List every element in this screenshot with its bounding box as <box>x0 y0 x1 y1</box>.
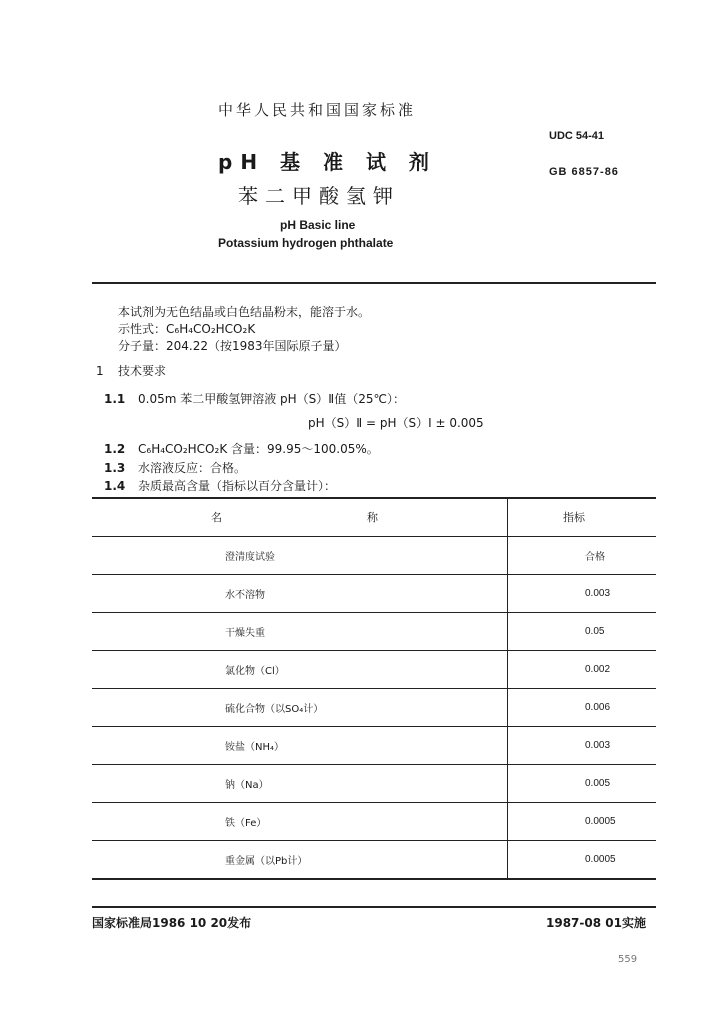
requirement-item <box>104 390 405 407</box>
impurity-name: 重金属（以Pb计） <box>92 841 508 880</box>
impurity-limit: 0.0005 <box>508 841 657 880</box>
item-number: 1.1 <box>104 392 126 406</box>
impurity-table <box>92 498 656 880</box>
requirement-item <box>104 477 336 494</box>
intro-molecular-weight: 分子量：204.22（按1983年国际原子量） <box>118 339 347 353</box>
english-title: pH Basic line <box>280 218 356 232</box>
table-row <box>92 727 656 765</box>
section-heading <box>96 362 166 379</box>
impurity-name: 硫化合物（以SO₄计） <box>92 689 508 727</box>
header-divider <box>92 282 656 284</box>
table-row <box>92 613 656 651</box>
intro-formula: 示性式：C₆H₄CO₂HCO₂K <box>118 322 256 336</box>
impurity-name: 钠（Na） <box>92 765 508 803</box>
impurity-limit: 0.003 <box>508 575 657 613</box>
item-text: 0.05m 苯二甲酸氢钾溶液 pH（S）Ⅱ值（25℃）： <box>138 392 405 406</box>
impurity-limit: 0.006 <box>508 689 657 727</box>
item-text: C₆H₄CO₂HCO₂K 含量：99.95～100.05%。 <box>138 442 379 456</box>
impurity-limit: 0.003 <box>508 727 657 765</box>
table-row <box>92 841 656 880</box>
requirement-item <box>104 459 246 476</box>
footer-divider <box>92 906 656 908</box>
intro-description: 本试剂为无色结晶或白色结晶粉末，能溶于水。 <box>118 305 371 319</box>
issue-date: 国家标准局1986 10 20发布 <box>92 916 252 930</box>
header-name-left: 名 <box>211 511 222 524</box>
impurity-limit: 0.05 <box>508 613 657 651</box>
table-row <box>92 651 656 689</box>
impurity-name: 氯化物（Cl） <box>92 651 508 689</box>
header-name-right: 称 <box>367 511 378 524</box>
section-title: 技术要求 <box>118 364 167 378</box>
impurity-name: 铵盐（NH₄） <box>92 727 508 765</box>
impurity-name: 澄清度试验 <box>92 537 508 575</box>
udc-code: UDC 54-41 <box>549 130 605 142</box>
item-number: 1.3 <box>104 461 126 475</box>
item-number: 1.2 <box>104 442 126 456</box>
document-subtitle: 苯二甲酸氢钾 <box>238 184 400 208</box>
item-number: 1.4 <box>104 479 126 493</box>
impurity-name: 干燥失重 <box>92 613 508 651</box>
impurity-name: 铁（Fe） <box>92 803 508 841</box>
gb-standard-code: GB 6857-86 <box>549 166 619 178</box>
english-subtitle: Potassium hydrogen phthalate <box>218 236 394 250</box>
requirement-item <box>104 440 379 457</box>
impurity-limit: 0.0005 <box>508 803 657 841</box>
ph-formula: pH（S）Ⅱ = pH（S）Ⅰ ± 0.005 <box>308 416 484 430</box>
impurity-limit: 0.002 <box>508 651 657 689</box>
impurity-limit: 0.005 <box>508 765 657 803</box>
table-row <box>92 803 656 841</box>
header-value-left: 指 <box>563 511 574 524</box>
table-row <box>92 575 656 613</box>
table-row <box>92 689 656 727</box>
name-column-header <box>92 498 508 537</box>
document-title: pH 基 准 试 剂 <box>218 150 437 174</box>
national-standard-heading: 中华人民共和国国家标准 <box>218 101 417 119</box>
item-text: 水溶液反应：合格。 <box>138 461 247 475</box>
table-header-row <box>92 498 656 537</box>
value-column-header <box>508 498 657 537</box>
page-number: 559 <box>618 954 638 965</box>
impurity-limit: 合格 <box>508 537 657 575</box>
effective-date: 1987-08 01实施 <box>546 916 646 930</box>
impurity-name: 水不溶物 <box>92 575 508 613</box>
table-row <box>92 537 656 575</box>
section-number: 1 <box>96 364 104 378</box>
header-value-right: 标 <box>574 511 585 524</box>
table-row <box>92 765 656 803</box>
item-text: 杂质最高含量（指标以百分含量计）： <box>138 479 337 493</box>
